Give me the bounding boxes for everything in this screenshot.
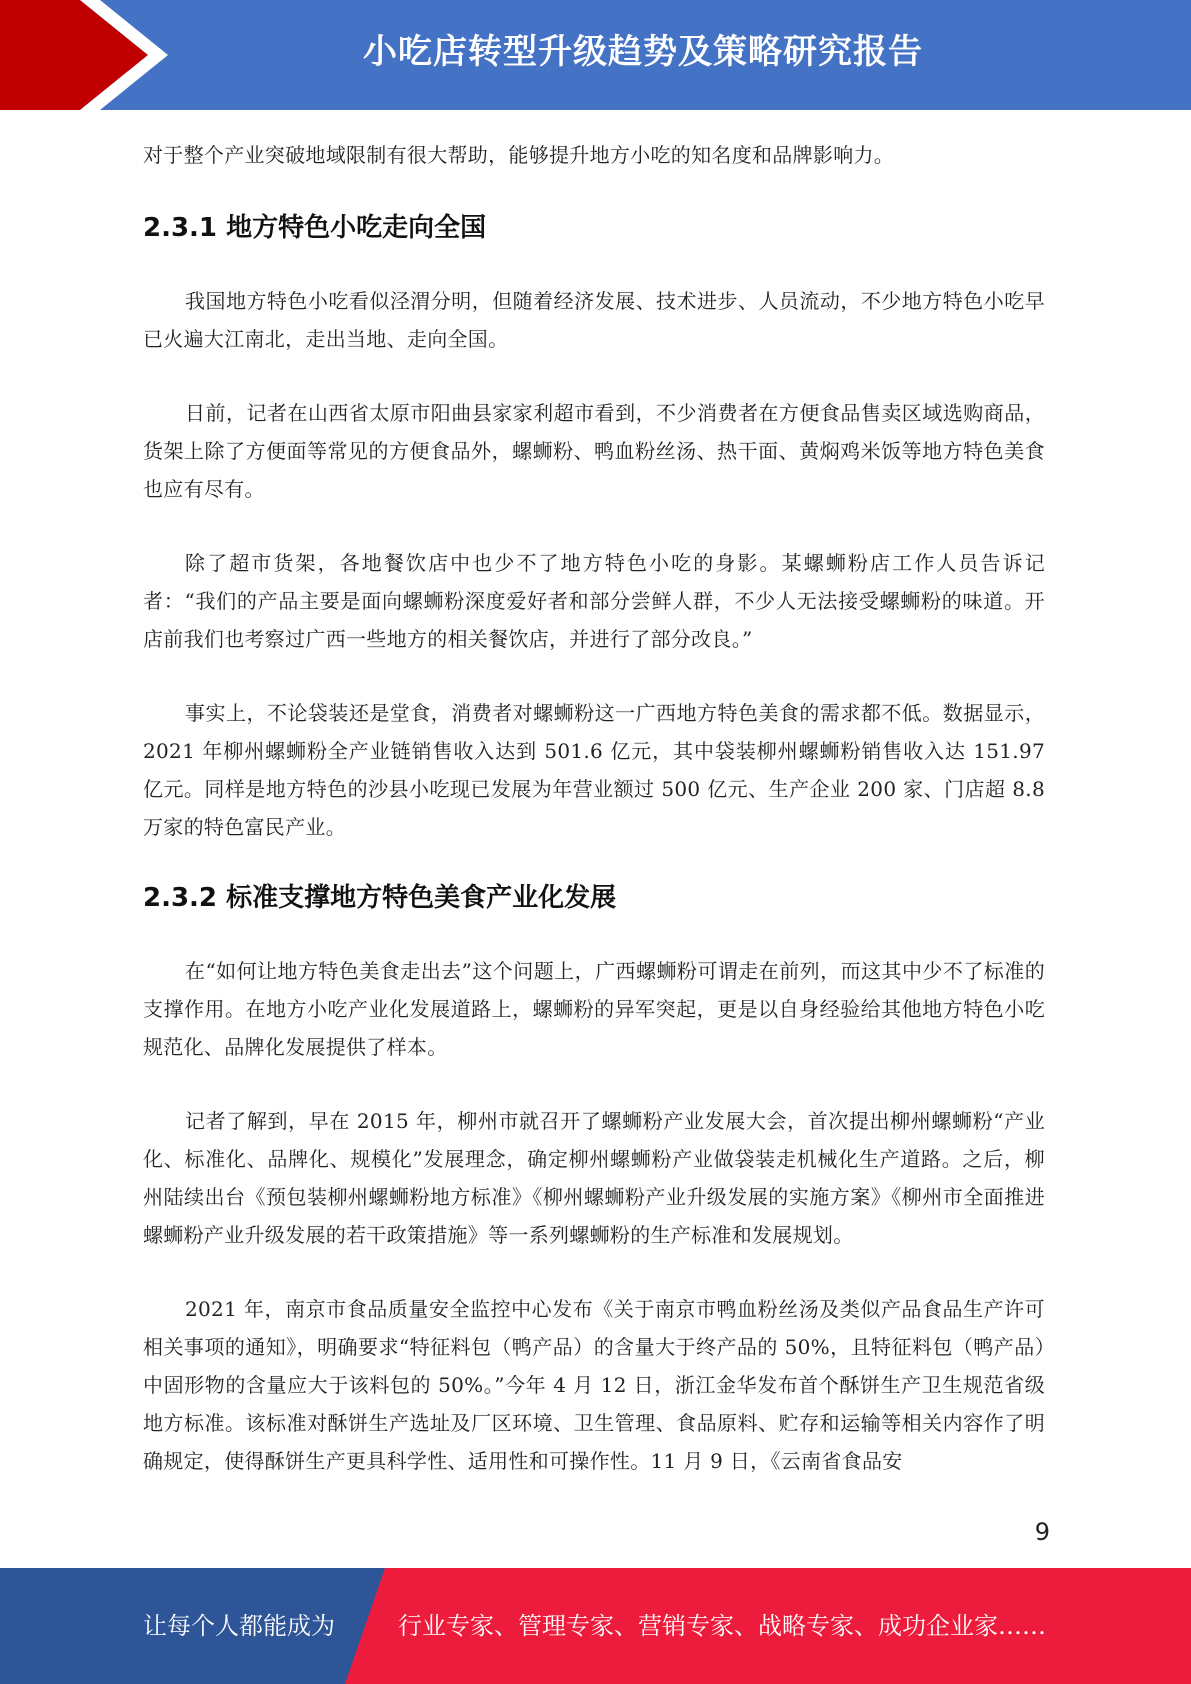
- page-header: [0, 0, 1191, 110]
- footer-slogan-left: 让每个人都能成为: [143, 1612, 335, 1640]
- body-paragraph: 日前，记者在山西省太原市阳曲县家家利超市看到，不少消费者在方便食品售卖区域选购商品，货架上除了方便面等常见的方便食品外，螺蛳粉、鸭血粉丝汤、热干面、黄焖鸡米饭等地方特色美食也应有尽有。: [143, 401, 1045, 501]
- footer-slogan-right: 行业专家、管理专家、营销专家、战略专家、成功企业家……: [398, 1612, 1046, 1640]
- body-paragraph: 2021 年，南京市食品质量安全监控中心发布《关于南京市鸭血粉丝汤及类似产品食品生产许可相关事项的通知》，明确要求“特征料包（鸭产品）的含量大于终产品的 50%，且特征料包（鸭产品）中固形物的含量应大于该料包的 50%。”今年 4 月 12 日，浙江金华发布首个酥饼生产卫生规范省级地方标准。该标准对酥饼生产选址及厂区环境、卫生管理、食品原料、贮存和运输等相关内容作了明确规定，使得酥饼生产更具科学性、适用性和可操作性。11 月 9 日，《云南省食品安: [143, 1297, 1045, 1473]
- body-paragraph: 事实上，不论袋装还是堂食，消费者对螺蛳粉这一广西地方特色美食的需求都不低。数据显示，2021 年柳州螺蛳粉全产业链销售收入达到 501.6 亿元，其中袋装柳州螺蛳粉销售收入达 151.97 亿元。同样是地方特色的沙县小吃现已发展为年营业额过 500 亿元、生产企业 200 家、门店超 8.8 万家的特色富民产业。: [143, 701, 1045, 839]
- section-heading-2-3-1: 2.3.1 地方特色小吃走向全国: [143, 213, 487, 243]
- body-paragraph: 在“如何让地方特色美食走出去”这个问题上，广西螺蛳粉可谓走在前列，而这其中少不了标准的支撑作用。在地方小吃产业化发展道路上，螺蛳粉的异军突起，更是以自身经验给其他地方特色小吃规范化、品牌化发展提供了样本。: [143, 959, 1045, 1059]
- page-number: 9: [1034, 1518, 1050, 1546]
- report-title: 小吃店转型升级趋势及策略研究报告: [363, 32, 923, 72]
- page-footer: [0, 1568, 1191, 1684]
- page-body: [143, 136, 1045, 1480]
- body-paragraph: 除了超市货架，各地餐饮店中也少不了地方特色小吃的身影。某螺蛳粉店工作人员告诉记者：“我们的产品主要是面向螺蛳粉深度爱好者和部分尝鲜人群，不少人无法接受螺蛳粉的味道。开店前我们也考察过广西一些地方的相关餐饮店，并进行了部分改良。”: [143, 551, 1045, 651]
- body-paragraph: 我国地方特色小吃看似泾渭分明，但随着经济发展、技术进步、人员流动，不少地方特色小吃早已火遍大江南北，走出当地、走向全国。: [143, 289, 1045, 351]
- intro-paragraph: 对于整个产业突破地域限制有很大帮助，能够提升地方小吃的知名度和品牌影响力。: [143, 143, 895, 167]
- body-paragraph: 记者了解到，早在 2015 年，柳州市就召开了螺蛳粉产业发展大会，首次提出柳州螺蛳粉“产业化、标准化、品牌化、规模化”发展理念，确定柳州螺蛳粉产业做袋装走机械化生产道路。之后，柳州陆续出台《预包装柳州螺蛳粉地方标准》《柳州螺蛳粉产业升级发展的实施方案》《柳州市全面推进螺蛳粉产业升级发展的若干政策措施》等一系列螺蛳粉的生产标准和发展规划。: [143, 1109, 1045, 1247]
- section-heading-2-3-2: 2.3.2 标准支撑地方特色美食产业化发展: [143, 883, 617, 913]
